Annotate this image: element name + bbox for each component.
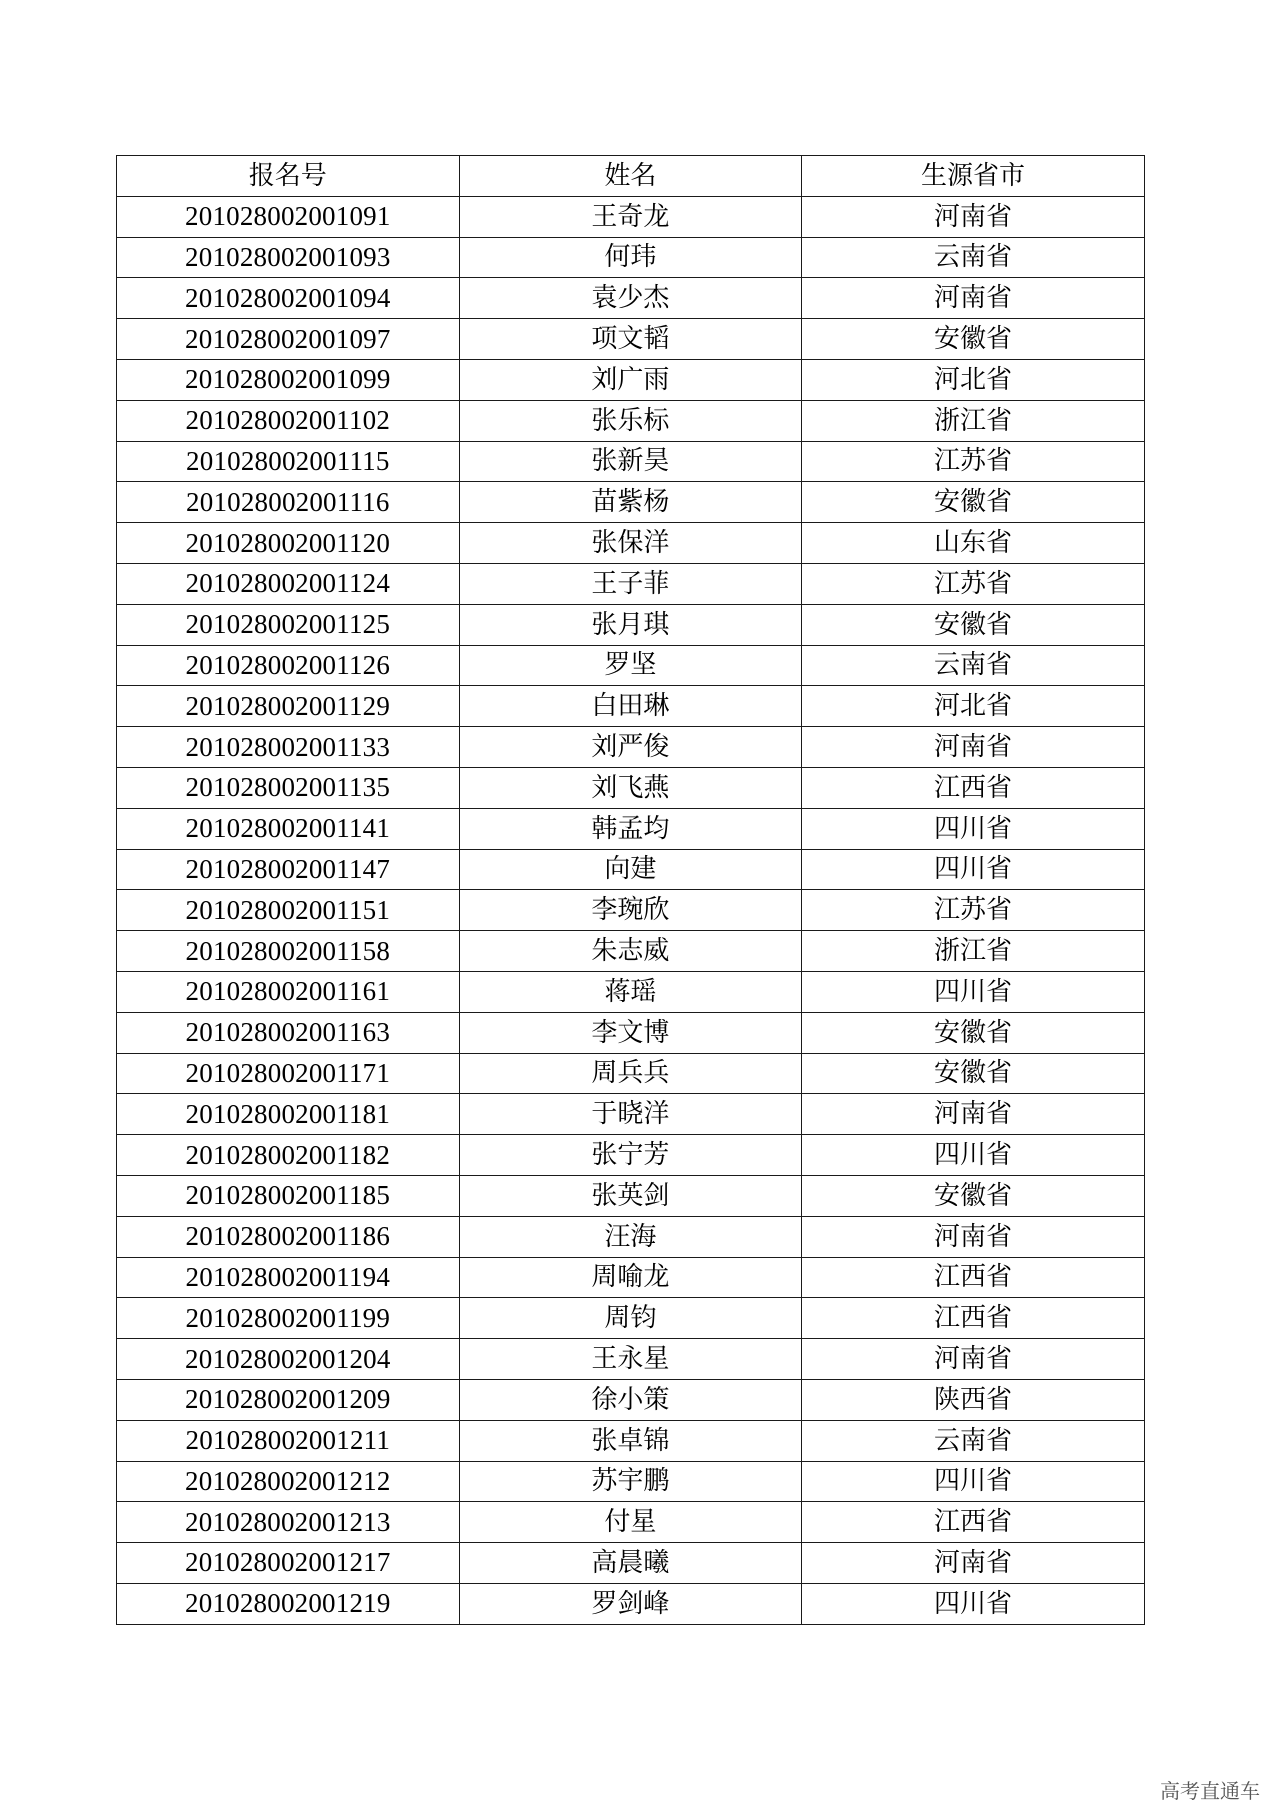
origin-province-cell: 河南省: [802, 278, 1145, 319]
table-row: [117, 1298, 1145, 1339]
name-cell: 项文韬: [459, 319, 802, 360]
table-header: [117, 156, 1145, 197]
registration-number-cell: 201028002001194: [117, 1257, 460, 1298]
name-cell: 韩孟均: [459, 808, 802, 849]
origin-province-cell: 江西省: [802, 1257, 1145, 1298]
registration-number-cell: 201028002001120: [117, 523, 460, 564]
name-cell: 罗剑峰: [459, 1583, 802, 1624]
origin-province-cell: 河南省: [802, 727, 1145, 768]
origin-province-cell: 四川省: [802, 849, 1145, 890]
registration-number-cell: 201028002001204: [117, 1339, 460, 1380]
table-row: [117, 1379, 1145, 1420]
name-cell: 罗坚: [459, 645, 802, 686]
name-cell: 徐小策: [459, 1379, 802, 1420]
table-row: [117, 604, 1145, 645]
registration-number-cell: 201028002001116: [117, 482, 460, 523]
name-cell: 张新昊: [459, 441, 802, 482]
origin-province-cell: 安徽省: [802, 604, 1145, 645]
registration-number-cell: 201028002001217: [117, 1543, 460, 1584]
origin-province-cell: 江苏省: [802, 563, 1145, 604]
name-cell: 张乐标: [459, 400, 802, 441]
origin-province-cell: 云南省: [802, 645, 1145, 686]
table-row: [117, 319, 1145, 360]
origin-province-cell: 河南省: [802, 196, 1145, 237]
table-row: [117, 441, 1145, 482]
name-cell: 刘广雨: [459, 359, 802, 400]
name-cell: 刘飞燕: [459, 767, 802, 808]
header-registration-number: 报名号: [117, 156, 460, 197]
table-row: [117, 1257, 1145, 1298]
name-cell: 张保洋: [459, 523, 802, 564]
origin-province-cell: 河南省: [802, 1543, 1145, 1584]
table-row: [117, 1053, 1145, 1094]
table-row: [117, 1339, 1145, 1380]
registration-number-cell: 201028002001185: [117, 1175, 460, 1216]
origin-province-cell: 山东省: [802, 523, 1145, 564]
name-cell: 王子菲: [459, 563, 802, 604]
origin-province-cell: 江西省: [802, 767, 1145, 808]
table-row: [117, 482, 1145, 523]
registration-number-cell: 201028002001125: [117, 604, 460, 645]
table-row: [117, 1175, 1145, 1216]
name-cell: 汪海: [459, 1216, 802, 1257]
name-cell: 向建: [459, 849, 802, 890]
origin-province-cell: 四川省: [802, 1583, 1145, 1624]
origin-province-cell: 河南省: [802, 1339, 1145, 1380]
table-row: [117, 1012, 1145, 1053]
table-body: [117, 196, 1145, 1624]
name-cell: 高晨曦: [459, 1543, 802, 1584]
name-cell: 张月琪: [459, 604, 802, 645]
origin-province-cell: 浙江省: [802, 931, 1145, 972]
origin-province-cell: 安徽省: [802, 1012, 1145, 1053]
origin-province-cell: 云南省: [802, 237, 1145, 278]
name-cell: 蒋瑶: [459, 971, 802, 1012]
table-row: [117, 523, 1145, 564]
name-cell: 周钧: [459, 1298, 802, 1339]
origin-province-cell: 四川省: [802, 1461, 1145, 1502]
table-row: [117, 1135, 1145, 1176]
table-row: [117, 727, 1145, 768]
registration-number-cell: 201028002001124: [117, 563, 460, 604]
name-cell: 付星: [459, 1502, 802, 1543]
origin-province-cell: 河北省: [802, 686, 1145, 727]
name-cell: 刘严俊: [459, 727, 802, 768]
registration-number-cell: 201028002001212: [117, 1461, 460, 1502]
name-cell: 周兵兵: [459, 1053, 802, 1094]
table-row: [117, 1216, 1145, 1257]
registration-number-cell: 201028002001094: [117, 278, 460, 319]
origin-province-cell: 四川省: [802, 971, 1145, 1012]
name-cell: 张宁芳: [459, 1135, 802, 1176]
origin-province-cell: 安徽省: [802, 319, 1145, 360]
name-cell: 张卓锦: [459, 1420, 802, 1461]
name-cell: 张英剑: [459, 1175, 802, 1216]
registration-number-cell: 201028002001099: [117, 359, 460, 400]
registration-number-cell: 201028002001213: [117, 1502, 460, 1543]
registration-number-cell: 201028002001161: [117, 971, 460, 1012]
name-cell: 李琬欣: [459, 890, 802, 931]
name-cell: 周喻龙: [459, 1257, 802, 1298]
registration-number-cell: 201028002001126: [117, 645, 460, 686]
name-cell: 王奇龙: [459, 196, 802, 237]
table-row: [117, 1420, 1145, 1461]
origin-province-cell: 安徽省: [802, 1175, 1145, 1216]
origin-province-cell: 江苏省: [802, 890, 1145, 931]
table-row: [117, 1094, 1145, 1135]
table-row: [117, 1502, 1145, 1543]
header-row: [117, 156, 1145, 197]
table-row: [117, 767, 1145, 808]
registration-number-cell: 201028002001158: [117, 931, 460, 972]
table-row: [117, 686, 1145, 727]
table-row: [117, 1461, 1145, 1502]
header-name: 姓名: [459, 156, 802, 197]
registration-number-cell: 201028002001129: [117, 686, 460, 727]
registration-number-cell: 201028002001115: [117, 441, 460, 482]
table-row: [117, 849, 1145, 890]
registration-number-cell: 201028002001102: [117, 400, 460, 441]
registration-number-cell: 201028002001219: [117, 1583, 460, 1624]
table-row: [117, 890, 1145, 931]
origin-province-cell: 江西省: [802, 1298, 1145, 1339]
table-row: [117, 359, 1145, 400]
table-row: [117, 971, 1145, 1012]
header-origin-province: 生源省市: [802, 156, 1145, 197]
origin-province-cell: 河南省: [802, 1216, 1145, 1257]
table-row: [117, 808, 1145, 849]
name-cell: 何玮: [459, 237, 802, 278]
registration-number-cell: 201028002001163: [117, 1012, 460, 1053]
origin-province-cell: 河南省: [802, 1094, 1145, 1135]
watermark-text: 高考直通车: [1160, 1779, 1260, 1803]
table-row: [117, 931, 1145, 972]
registration-number-cell: 201028002001181: [117, 1094, 460, 1135]
registration-number-cell: 201028002001091: [117, 196, 460, 237]
table-row: [117, 278, 1145, 319]
registration-number-cell: 201028002001141: [117, 808, 460, 849]
name-cell: 苏宇鹏: [459, 1461, 802, 1502]
table-row: [117, 400, 1145, 441]
origin-province-cell: 河北省: [802, 359, 1145, 400]
registration-number-cell: 201028002001133: [117, 727, 460, 768]
registration-number-cell: 201028002001147: [117, 849, 460, 890]
table-row: [117, 237, 1145, 278]
registration-number-cell: 201028002001209: [117, 1379, 460, 1420]
registration-number-cell: 201028002001093: [117, 237, 460, 278]
registration-number-cell: 201028002001097: [117, 319, 460, 360]
name-cell: 朱志威: [459, 931, 802, 972]
registration-number-cell: 201028002001135: [117, 767, 460, 808]
name-cell: 白田琳: [459, 686, 802, 727]
name-cell: 李文博: [459, 1012, 802, 1053]
admission-list-table: [116, 155, 1145, 1625]
origin-province-cell: 浙江省: [802, 400, 1145, 441]
name-cell: 王永星: [459, 1339, 802, 1380]
origin-province-cell: 安徽省: [802, 1053, 1145, 1094]
origin-province-cell: 江苏省: [802, 441, 1145, 482]
registration-number-cell: 201028002001199: [117, 1298, 460, 1339]
origin-province-cell: 四川省: [802, 1135, 1145, 1176]
name-cell: 于晓洋: [459, 1094, 802, 1135]
registration-number-cell: 201028002001182: [117, 1135, 460, 1176]
origin-province-cell: 江西省: [802, 1502, 1145, 1543]
table-row: [117, 196, 1145, 237]
registration-number-cell: 201028002001151: [117, 890, 460, 931]
registration-number-cell: 201028002001186: [117, 1216, 460, 1257]
origin-province-cell: 陕西省: [802, 1379, 1145, 1420]
table-row: [117, 1583, 1145, 1624]
registration-number-cell: 201028002001171: [117, 1053, 460, 1094]
table-row: [117, 1543, 1145, 1584]
origin-province-cell: 安徽省: [802, 482, 1145, 523]
registration-number-cell: 201028002001211: [117, 1420, 460, 1461]
table-row: [117, 563, 1145, 604]
origin-province-cell: 四川省: [802, 808, 1145, 849]
origin-province-cell: 云南省: [802, 1420, 1145, 1461]
table-row: [117, 645, 1145, 686]
name-cell: 苗紫杨: [459, 482, 802, 523]
name-cell: 袁少杰: [459, 278, 802, 319]
